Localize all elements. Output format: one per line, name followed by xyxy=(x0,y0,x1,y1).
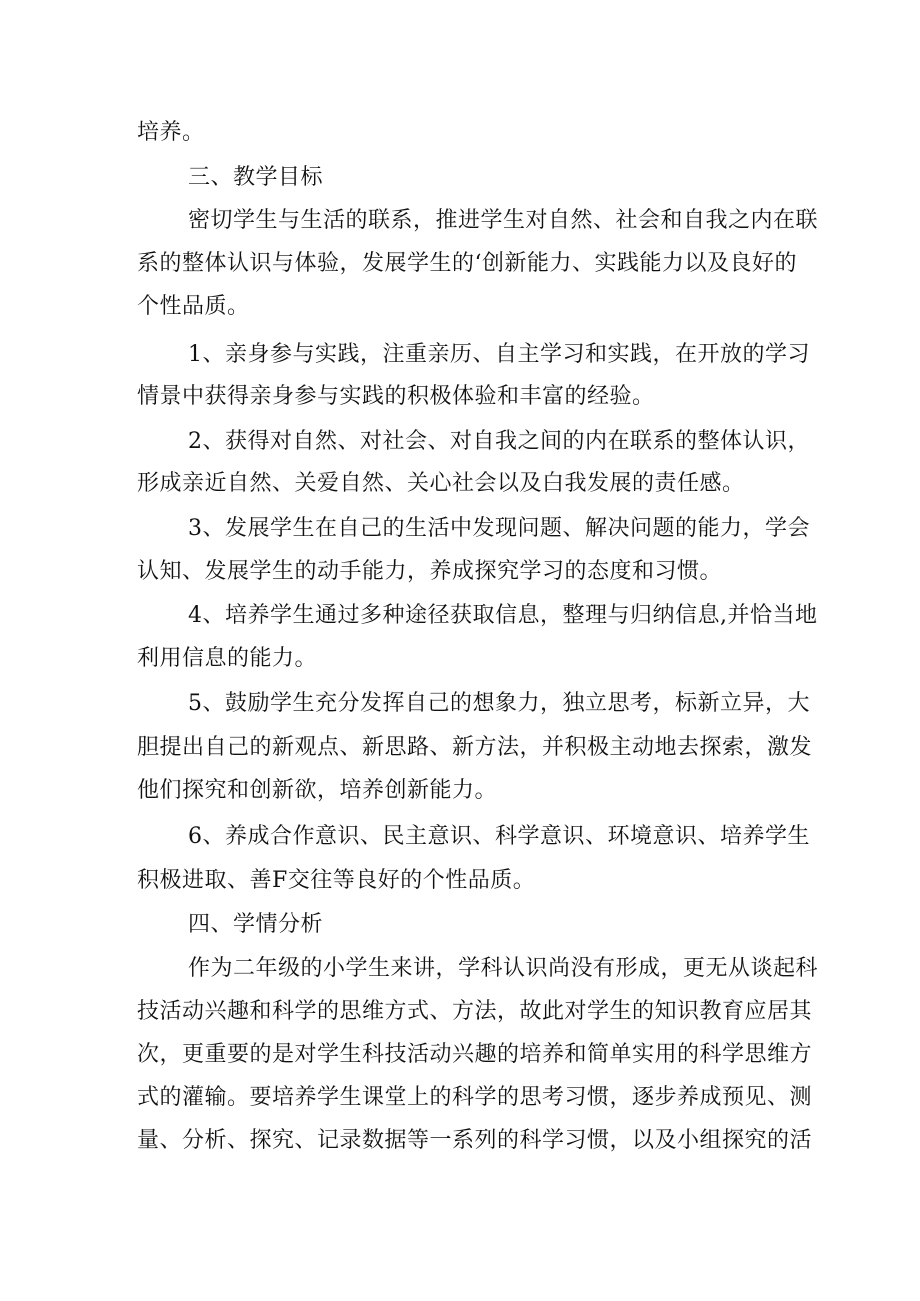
section-heading-teaching-goals: 三、教学目标 xyxy=(188,165,324,190)
paragraph-line: 量、分析、探究、记录数据等一系列的科学习惯，以及小组探究的活 xyxy=(137,1128,813,1153)
list-item-4-line: 4、培养学生通过多种途径获取信息，整理与归纳信息,并恰当地 xyxy=(188,603,818,628)
section-heading-student-analysis: 四、学情分析 xyxy=(188,912,324,937)
paragraph-line: 次，更重要的是对学生科技活动兴趣的培养和简单实用的科学思维方 xyxy=(137,1042,813,1067)
text-line-continuation: 培养。 xyxy=(137,120,205,145)
paragraph-line: 技活动兴趣和科学的思维方式、方法，故此对学生的知识教育应居其 xyxy=(137,999,813,1024)
list-item-3-line: 3、发展学生在自己的生活中发现问题、解决问题的能力，学会 xyxy=(188,516,810,541)
paragraph-line: 作为二年级的小学生来讲，学科认识尚没有形成，更无从谈起科 xyxy=(188,956,819,981)
paragraph-line: 密切学生与生活的联系，推进学生对自然、社会和自我之内在联 xyxy=(188,208,819,233)
list-item-5-line: 胆提出自己的新观点、新思路、新方法，并积极主动地去探索，激发 xyxy=(137,735,813,760)
paragraph-line: 个性品质。 xyxy=(137,294,250,319)
paragraph-line: 系的整体认识与体验，发展学生的‘创新能力、实践能力以及良好的 xyxy=(137,251,797,276)
list-item-2-line: 形成亲近自然、关爱自然、关心社会以及白我发展的责任感。 xyxy=(137,471,745,496)
list-item-1-line: 1、亲身参与实践，注重亲历、自主学习和实践，在开放的学习 xyxy=(188,342,810,367)
list-item-6-line: 6、养成合作意识、民主意识、科学意识、环境意识、培养学生 xyxy=(188,824,810,849)
list-item-6-line: 积极进取、善F交往等良好的个性品质。 xyxy=(137,868,536,893)
list-item-5-line: 5、鼓励学生充分发挥自己的想象力，独立思考，标新立异，大 xyxy=(188,691,810,716)
list-item-1-line: 情景中获得亲身参与实践的积极体验和丰富的经验。 xyxy=(137,384,655,409)
list-item-4-line: 利用信息的能力。 xyxy=(137,646,318,671)
list-item-2-line: 2、获得对自然、对社会、对自我之间的内在联系的整体认识， xyxy=(188,429,810,454)
list-item-3-line: 认知、发展学生的动手能力，养成探究学习的态度和习惯。 xyxy=(137,559,723,584)
list-item-5-line: 他们探究和创新欲，培养创新能力。 xyxy=(137,778,498,803)
paragraph-line: 式的灌输。要培养学生课堂上的科学的思考习惯，逐步养成预见、测 xyxy=(137,1085,813,1110)
